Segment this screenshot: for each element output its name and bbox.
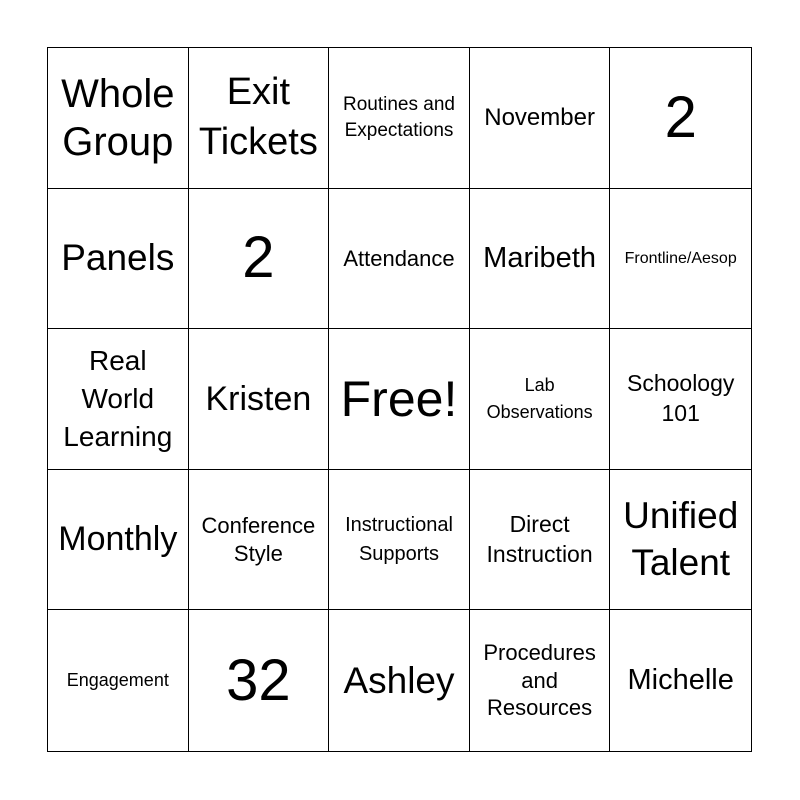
cell-text: Schoology 101: [626, 370, 735, 426]
bingo-cell[interactable]: [610, 329, 751, 470]
cell-text: Attendance: [343, 245, 455, 271]
cell-text: Ashley: [343, 659, 455, 701]
bingo-cell[interactable]: [610, 48, 751, 189]
bingo-cell[interactable]: [470, 329, 611, 470]
cell-text: Lab Observations: [486, 374, 593, 422]
cell-text: Unified Talent: [623, 495, 739, 583]
bingo-cell[interactable]: [329, 189, 470, 330]
bingo-cell[interactable]: [48, 329, 189, 470]
bingo-card: [47, 47, 752, 752]
cell-text: November: [484, 104, 595, 132]
bingo-cell[interactable]: [48, 610, 189, 751]
cell-text: 32: [226, 647, 291, 713]
cell-text: Real World Learning: [63, 345, 173, 452]
bingo-cell[interactable]: [189, 470, 330, 611]
cell-text: Kristen: [205, 379, 312, 418]
cell-text: Monthly: [58, 520, 178, 559]
cell-text: Engagement: [66, 670, 169, 691]
bingo-cell[interactable]: [189, 610, 330, 751]
bingo-cell[interactable]: [329, 329, 470, 470]
cell-text: Frontline/Aesop: [624, 249, 737, 267]
bingo-cell[interactable]: [470, 610, 611, 751]
cell-text: Direct Instruction: [486, 510, 593, 567]
bingo-cell[interactable]: [48, 48, 189, 189]
bingo-cell[interactable]: [610, 189, 751, 330]
cell-text: Conference Style: [201, 513, 316, 566]
cell-text: Panels: [61, 237, 175, 279]
bingo-cell[interactable]: [470, 48, 611, 189]
cell-text: Routines and Expectations: [343, 93, 455, 141]
cell-text: Exit Tickets: [198, 71, 318, 163]
bingo-cell[interactable]: [470, 470, 611, 611]
cell-text: 2: [664, 84, 697, 150]
bingo-cell[interactable]: [610, 610, 751, 751]
bingo-cell[interactable]: [48, 189, 189, 330]
bingo-cell[interactable]: [329, 470, 470, 611]
cell-text: Procedures and Resources: [483, 640, 596, 721]
cell-text: Michelle: [627, 664, 734, 697]
bingo-cell[interactable]: [610, 470, 751, 611]
cell-text: Maribeth: [483, 241, 596, 274]
free-space-text: Free!: [340, 370, 458, 427]
bingo-cell[interactable]: [470, 189, 611, 330]
bingo-cell[interactable]: [48, 470, 189, 611]
cell-text: Whole Group: [61, 71, 175, 164]
bingo-cell[interactable]: [189, 189, 330, 330]
bingo-cell[interactable]: [189, 329, 330, 470]
bingo-cell[interactable]: [329, 48, 470, 189]
cell-text: 2: [242, 225, 275, 291]
cell-text: Instructional Supports: [345, 513, 453, 565]
bingo-cell[interactable]: [329, 610, 470, 751]
bingo-cell[interactable]: [189, 48, 330, 189]
